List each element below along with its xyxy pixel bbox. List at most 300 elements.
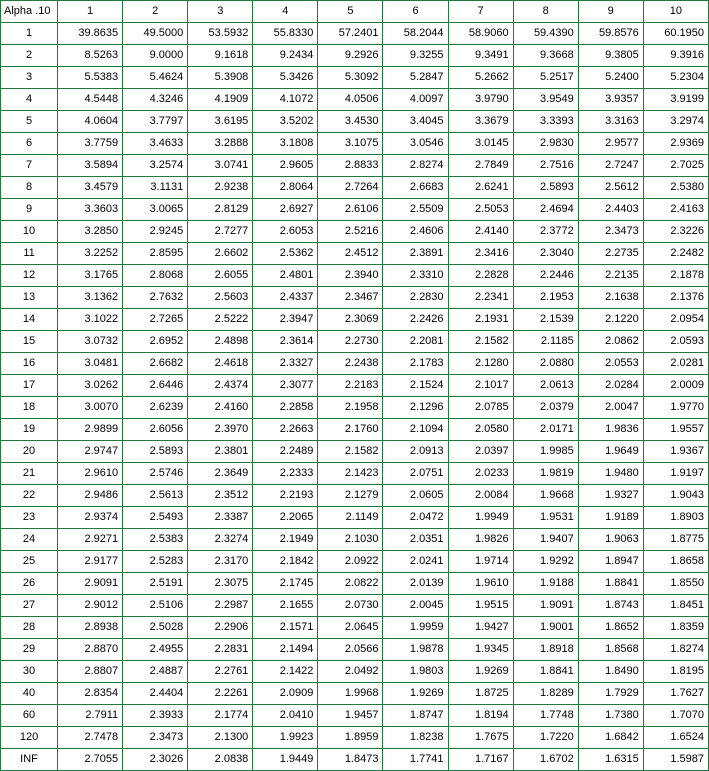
table-cell: 2.5283 — [123, 551, 188, 573]
table-cell: 2.2830 — [383, 287, 448, 309]
table-cell: 2.1774 — [188, 705, 253, 727]
table-cell: 1.9923 — [253, 727, 318, 749]
row-header: 30 — [1, 661, 58, 683]
table-cell: 1.9327 — [578, 485, 643, 507]
table-cell: 2.1655 — [253, 595, 318, 617]
table-cell: 3.0145 — [448, 133, 513, 155]
table-cell: 2.0605 — [383, 485, 448, 507]
table-cell: 1.8775 — [643, 529, 708, 551]
row-header: 6 — [1, 133, 58, 155]
table-cell: 1.9269 — [448, 661, 513, 683]
table-cell: 2.5746 — [123, 463, 188, 485]
table-cell: 2.2135 — [578, 265, 643, 287]
table-cell: 2.4403 — [578, 199, 643, 221]
table-cell: 2.0580 — [448, 419, 513, 441]
table-cell: 2.0913 — [383, 441, 448, 463]
table-cell: 2.9899 — [58, 419, 123, 441]
table-cell: 2.5191 — [123, 573, 188, 595]
table-cell: 1.9968 — [318, 683, 383, 705]
column-header-9: 9 — [578, 1, 643, 23]
table-cell: 2.4694 — [513, 199, 578, 221]
table-cell: 1.8743 — [578, 595, 643, 617]
table-cell: 1.9001 — [513, 617, 578, 639]
table-cell: 3.6195 — [188, 111, 253, 133]
table-cell: 2.1423 — [318, 463, 383, 485]
table-cell: 3.5894 — [58, 155, 123, 177]
row-header: 14 — [1, 309, 58, 331]
table-cell: 1.8841 — [513, 661, 578, 683]
table-cell: 9.2926 — [318, 45, 383, 67]
table-cell: 9.0000 — [123, 45, 188, 67]
column-header-1: 1 — [58, 1, 123, 23]
table-row — [1, 265, 709, 287]
table-cell: 1.9770 — [643, 397, 708, 419]
table-cell: 2.0410 — [253, 705, 318, 727]
table-row — [1, 243, 709, 265]
table-cell: 2.0645 — [318, 617, 383, 639]
row-header: 7 — [1, 155, 58, 177]
table-cell: 1.8238 — [383, 727, 448, 749]
table-cell: 2.0613 — [513, 375, 578, 397]
table-cell: 2.2730 — [318, 331, 383, 353]
table-cell: 2.7265 — [123, 309, 188, 331]
table-row — [1, 485, 709, 507]
table-cell: 3.9357 — [578, 89, 643, 111]
table-cell: 2.0047 — [578, 397, 643, 419]
table-cell: 2.1949 — [253, 529, 318, 551]
table-cell: 2.9245 — [123, 221, 188, 243]
table-cell: 2.5603 — [188, 287, 253, 309]
table-cell: 2.7247 — [578, 155, 643, 177]
table-cell: 4.1909 — [188, 89, 253, 111]
row-header: 60 — [1, 705, 58, 727]
table-cell: 2.9610 — [58, 463, 123, 485]
table-row — [1, 463, 709, 485]
table-cell: 2.0954 — [643, 309, 708, 331]
table-cell: 2.7277 — [188, 221, 253, 243]
row-header: 1 — [1, 23, 58, 45]
table-row — [1, 617, 709, 639]
table-cell: 9.3916 — [643, 45, 708, 67]
table-cell: 8.5263 — [58, 45, 123, 67]
table-cell: 2.1494 — [253, 639, 318, 661]
table-cell: 2.2828 — [448, 265, 513, 287]
row-header: 120 — [1, 727, 58, 749]
table-cell: 2.3170 — [188, 551, 253, 573]
table-cell: 2.0472 — [383, 507, 448, 529]
table-cell: 1.9449 — [253, 749, 318, 771]
table-row — [1, 67, 709, 89]
table-cell: 2.0171 — [513, 419, 578, 441]
table-cell: 4.5448 — [58, 89, 123, 111]
table-cell: 55.8330 — [253, 23, 318, 45]
row-header: 16 — [1, 353, 58, 375]
column-header-2: 2 — [123, 1, 188, 23]
table-cell: 3.0546 — [383, 133, 448, 155]
table-cell: 2.0730 — [318, 595, 383, 617]
table-row — [1, 595, 709, 617]
table-cell: 2.5893 — [513, 177, 578, 199]
table-cell: 2.0045 — [383, 595, 448, 617]
table-cell: 5.4624 — [123, 67, 188, 89]
table-cell: 3.7759 — [58, 133, 123, 155]
table-cell: 1.7741 — [383, 749, 448, 771]
table-cell: 2.4374 — [188, 375, 253, 397]
table-cell: 1.7070 — [643, 705, 708, 727]
table-cell: 2.9238 — [188, 177, 253, 199]
table-cell: 2.0241 — [383, 551, 448, 573]
row-header: 21 — [1, 463, 58, 485]
table-cell: 1.9826 — [448, 529, 513, 551]
table-cell: 2.4898 — [188, 331, 253, 353]
table-cell: 1.8652 — [578, 617, 643, 639]
column-header-5: 5 — [318, 1, 383, 23]
table-cell: 2.3040 — [513, 243, 578, 265]
table-row — [1, 45, 709, 67]
table-cell: 2.0284 — [578, 375, 643, 397]
table-cell: 2.0751 — [383, 463, 448, 485]
table-row — [1, 683, 709, 705]
table-cell: 1.8274 — [643, 639, 708, 661]
table-cell: 2.9369 — [643, 133, 708, 155]
row-header: 40 — [1, 683, 58, 705]
table-cell: 1.8194 — [448, 705, 513, 727]
table-cell: 1.8195 — [643, 661, 708, 683]
table-cell: 2.6927 — [253, 199, 318, 221]
table-cell: 1.6315 — [578, 749, 643, 771]
table-cell: 1.7748 — [513, 705, 578, 727]
table-cell: 5.3908 — [188, 67, 253, 89]
row-header: 27 — [1, 595, 58, 617]
table-cell: 5.3426 — [253, 67, 318, 89]
table-cell: 1.8947 — [578, 551, 643, 573]
table-cell: 2.0566 — [318, 639, 383, 661]
table-cell: 1.7220 — [513, 727, 578, 749]
table-cell: 1.9269 — [383, 683, 448, 705]
table-cell: 2.1017 — [448, 375, 513, 397]
table-cell: 5.2304 — [643, 67, 708, 89]
table-cell: 3.9790 — [448, 89, 513, 111]
table-cell: 1.9531 — [513, 507, 578, 529]
table-row — [1, 89, 709, 111]
table-cell: 3.4579 — [58, 177, 123, 199]
table-row — [1, 155, 709, 177]
table-row — [1, 705, 709, 727]
table-cell: 3.4530 — [318, 111, 383, 133]
table-cell: 1.6524 — [643, 727, 708, 749]
table-row — [1, 199, 709, 221]
column-header-4: 4 — [253, 1, 318, 23]
table-cell: 2.6602 — [188, 243, 253, 265]
table-cell: 1.5987 — [643, 749, 708, 771]
header-row — [1, 1, 709, 23]
table-cell: 2.3801 — [188, 441, 253, 463]
table-cell: 2.2663 — [253, 419, 318, 441]
table-cell: 4.3246 — [123, 89, 188, 111]
table-cell: 2.1842 — [253, 551, 318, 573]
table-cell: 3.2574 — [123, 155, 188, 177]
table-cell: 1.6842 — [578, 727, 643, 749]
row-header: 4 — [1, 89, 58, 111]
table-cell: 58.2044 — [383, 23, 448, 45]
table-cell: 2.6683 — [383, 177, 448, 199]
table-cell: 53.5932 — [188, 23, 253, 45]
table-row — [1, 529, 709, 551]
table-cell: 2.1783 — [383, 353, 448, 375]
table-cell: 3.1075 — [318, 133, 383, 155]
table-cell: 5.5383 — [58, 67, 123, 89]
table-row — [1, 375, 709, 397]
table-cell: 2.1582 — [448, 331, 513, 353]
table-cell: 2.2761 — [188, 661, 253, 683]
table-cell: 2.6952 — [123, 331, 188, 353]
table-cell: 3.1022 — [58, 309, 123, 331]
table-cell: 1.7627 — [643, 683, 708, 705]
table-cell: 9.3668 — [513, 45, 578, 67]
table-cell: 3.4045 — [383, 111, 448, 133]
table-cell: 2.0281 — [643, 353, 708, 375]
table-cell: 2.5612 — [578, 177, 643, 199]
table-cell: 2.0379 — [513, 397, 578, 419]
table-cell: 2.0492 — [318, 661, 383, 683]
table-cell: 2.2906 — [188, 617, 253, 639]
table-cell: 3.2888 — [188, 133, 253, 155]
row-header: 28 — [1, 617, 58, 639]
table-cell: 2.2081 — [383, 331, 448, 353]
table-cell: 1.9515 — [448, 595, 513, 617]
row-header: 20 — [1, 441, 58, 463]
table-cell: 1.7167 — [448, 749, 513, 771]
table-cell: 3.1362 — [58, 287, 123, 309]
table-cell: 2.6446 — [123, 375, 188, 397]
table-cell: 1.7675 — [448, 727, 513, 749]
table-cell: 2.0553 — [578, 353, 643, 375]
table-cell: 2.8068 — [123, 265, 188, 287]
table-cell: 9.3255 — [383, 45, 448, 67]
table-cell: 2.2438 — [318, 353, 383, 375]
table-cell: 2.8833 — [318, 155, 383, 177]
table-cell: 2.1422 — [253, 661, 318, 683]
row-header: 18 — [1, 397, 58, 419]
table-cell: 2.0909 — [253, 683, 318, 705]
table-cell: 2.8807 — [58, 661, 123, 683]
table-cell: 2.6682 — [123, 353, 188, 375]
table-cell: 3.0262 — [58, 375, 123, 397]
table-row — [1, 749, 709, 771]
table-cell: 5.3092 — [318, 67, 383, 89]
table-cell: 2.0351 — [383, 529, 448, 551]
table-cell: 3.3679 — [448, 111, 513, 133]
table-cell: 2.4337 — [253, 287, 318, 309]
table-row — [1, 177, 709, 199]
table-cell: 2.2261 — [188, 683, 253, 705]
table-cell: 3.3603 — [58, 199, 123, 221]
table-cell: 2.3933 — [123, 705, 188, 727]
table-cell: 9.2434 — [253, 45, 318, 67]
table-cell: 2.4512 — [318, 243, 383, 265]
table-cell: 3.4633 — [123, 133, 188, 155]
column-header-8: 8 — [513, 1, 578, 23]
table-cell: 3.1808 — [253, 133, 318, 155]
table-cell: 2.5216 — [318, 221, 383, 243]
table-cell: 2.3274 — [188, 529, 253, 551]
table-cell: 49.5000 — [123, 23, 188, 45]
table-cell: 3.0070 — [58, 397, 123, 419]
table-cell: 2.1185 — [513, 331, 578, 353]
table-cell: 1.9188 — [513, 573, 578, 595]
row-header: 2 — [1, 45, 58, 67]
table-cell: 2.2426 — [383, 309, 448, 331]
table-cell: 3.9199 — [643, 89, 708, 111]
table-cell: 1.8490 — [578, 661, 643, 683]
table-row — [1, 353, 709, 375]
table-row — [1, 661, 709, 683]
table-cell: 2.1300 — [188, 727, 253, 749]
table-cell: 2.3416 — [448, 243, 513, 265]
table-cell: 3.5202 — [253, 111, 318, 133]
table-cell: 2.8064 — [253, 177, 318, 199]
table-cell: 2.4163 — [643, 199, 708, 221]
table-cell: 2.2858 — [253, 397, 318, 419]
table-cell: 2.8129 — [188, 199, 253, 221]
table-cell: 2.4404 — [123, 683, 188, 705]
table-cell: 2.1296 — [383, 397, 448, 419]
table-cell: 1.9878 — [383, 639, 448, 661]
row-header: 25 — [1, 551, 58, 573]
table-cell: 2.3772 — [513, 221, 578, 243]
table-row — [1, 419, 709, 441]
table-row — [1, 639, 709, 661]
table-cell: 2.6241 — [448, 177, 513, 199]
row-header: 29 — [1, 639, 58, 661]
table-cell: 1.8568 — [578, 639, 643, 661]
table-cell: 1.9714 — [448, 551, 513, 573]
table-body — [1, 23, 709, 771]
table-row — [1, 23, 709, 45]
row-header: 15 — [1, 331, 58, 353]
table-cell: 2.1582 — [318, 441, 383, 463]
table-cell: 2.5509 — [383, 199, 448, 221]
table-cell: 2.5222 — [188, 309, 253, 331]
row-header: 22 — [1, 485, 58, 507]
table-cell: 2.7849 — [448, 155, 513, 177]
table-cell: 2.1953 — [513, 287, 578, 309]
table-cell: 60.1950 — [643, 23, 708, 45]
row-header: 3 — [1, 67, 58, 89]
table-cell: 2.1958 — [318, 397, 383, 419]
table-cell: 2.1638 — [578, 287, 643, 309]
table-cell: 2.2341 — [448, 287, 513, 309]
table-cell: 2.1760 — [318, 419, 383, 441]
table-cell: 2.2065 — [253, 507, 318, 529]
table-header — [1, 1, 709, 23]
row-header: 17 — [1, 375, 58, 397]
table-cell: 5.2400 — [578, 67, 643, 89]
table-cell: 1.8473 — [318, 749, 383, 771]
table-cell: 39.8635 — [58, 23, 123, 45]
table-cell: 2.1931 — [448, 309, 513, 331]
table-row — [1, 111, 709, 133]
table-cell: 2.5383 — [123, 529, 188, 551]
table-cell: 2.0084 — [448, 485, 513, 507]
table-cell: 2.1094 — [383, 419, 448, 441]
table-cell: 1.9610 — [448, 573, 513, 595]
table-cell: 2.1149 — [318, 507, 383, 529]
table-cell: 1.9649 — [578, 441, 643, 463]
table-cell: 57.2401 — [318, 23, 383, 45]
table-cell: 4.0604 — [58, 111, 123, 133]
table-cell: 59.8576 — [578, 23, 643, 45]
table-cell: 2.1280 — [448, 353, 513, 375]
table-cell: 2.1376 — [643, 287, 708, 309]
table-cell: 2.3077 — [253, 375, 318, 397]
table-cell: 2.1279 — [318, 485, 383, 507]
table-cell: 2.2489 — [253, 441, 318, 463]
table-cell: 1.6702 — [513, 749, 578, 771]
table-cell: 3.3393 — [513, 111, 578, 133]
table-cell: 2.4618 — [188, 353, 253, 375]
table-row — [1, 133, 709, 155]
table-cell: 2.3512 — [188, 485, 253, 507]
table-cell: 1.9189 — [578, 507, 643, 529]
table-cell: 2.7632 — [123, 287, 188, 309]
table-cell: 1.9367 — [643, 441, 708, 463]
row-header: 26 — [1, 573, 58, 595]
column-header-3: 3 — [188, 1, 253, 23]
table-cell: 3.2252 — [58, 243, 123, 265]
table-corner-label: Alpha .10 — [1, 1, 58, 23]
table-cell: 2.1220 — [578, 309, 643, 331]
table-cell: 2.4160 — [188, 397, 253, 419]
table-cell: 2.0139 — [383, 573, 448, 595]
table-cell: 2.3226 — [643, 221, 708, 243]
table-cell: 1.9427 — [448, 617, 513, 639]
table-cell: 2.2831 — [188, 639, 253, 661]
table-cell: 5.2662 — [448, 67, 513, 89]
table-cell: 1.9292 — [513, 551, 578, 573]
table-cell: 2.4887 — [123, 661, 188, 683]
table-cell: 1.8725 — [448, 683, 513, 705]
table-cell: 9.3491 — [448, 45, 513, 67]
table-cell: 1.9985 — [513, 441, 578, 463]
table-cell: 2.7025 — [643, 155, 708, 177]
table-cell: 2.6053 — [253, 221, 318, 243]
table-cell: 2.3940 — [318, 265, 383, 287]
table-cell: 2.3970 — [188, 419, 253, 441]
table-cell: 2.9747 — [58, 441, 123, 463]
table-cell: 2.6055 — [188, 265, 253, 287]
table-cell: 3.9549 — [513, 89, 578, 111]
table-cell: 1.9043 — [643, 485, 708, 507]
table-cell: 1.9668 — [513, 485, 578, 507]
table-cell: 2.4955 — [123, 639, 188, 661]
table-cell: 1.8903 — [643, 507, 708, 529]
table-cell: 2.0862 — [578, 331, 643, 353]
row-header: INF — [1, 749, 58, 771]
table-cell: 1.9407 — [513, 529, 578, 551]
table-cell: 2.1524 — [383, 375, 448, 397]
table-row — [1, 397, 709, 419]
table-cell: 2.0838 — [188, 749, 253, 771]
table-row — [1, 507, 709, 529]
table-cell: 3.0065 — [123, 199, 188, 221]
table-cell: 1.9457 — [318, 705, 383, 727]
table-cell: 2.2183 — [318, 375, 383, 397]
table-cell: 2.7055 — [58, 749, 123, 771]
table-cell: 1.9557 — [643, 419, 708, 441]
table-cell: 2.0880 — [513, 353, 578, 375]
table-cell: 2.3947 — [253, 309, 318, 331]
